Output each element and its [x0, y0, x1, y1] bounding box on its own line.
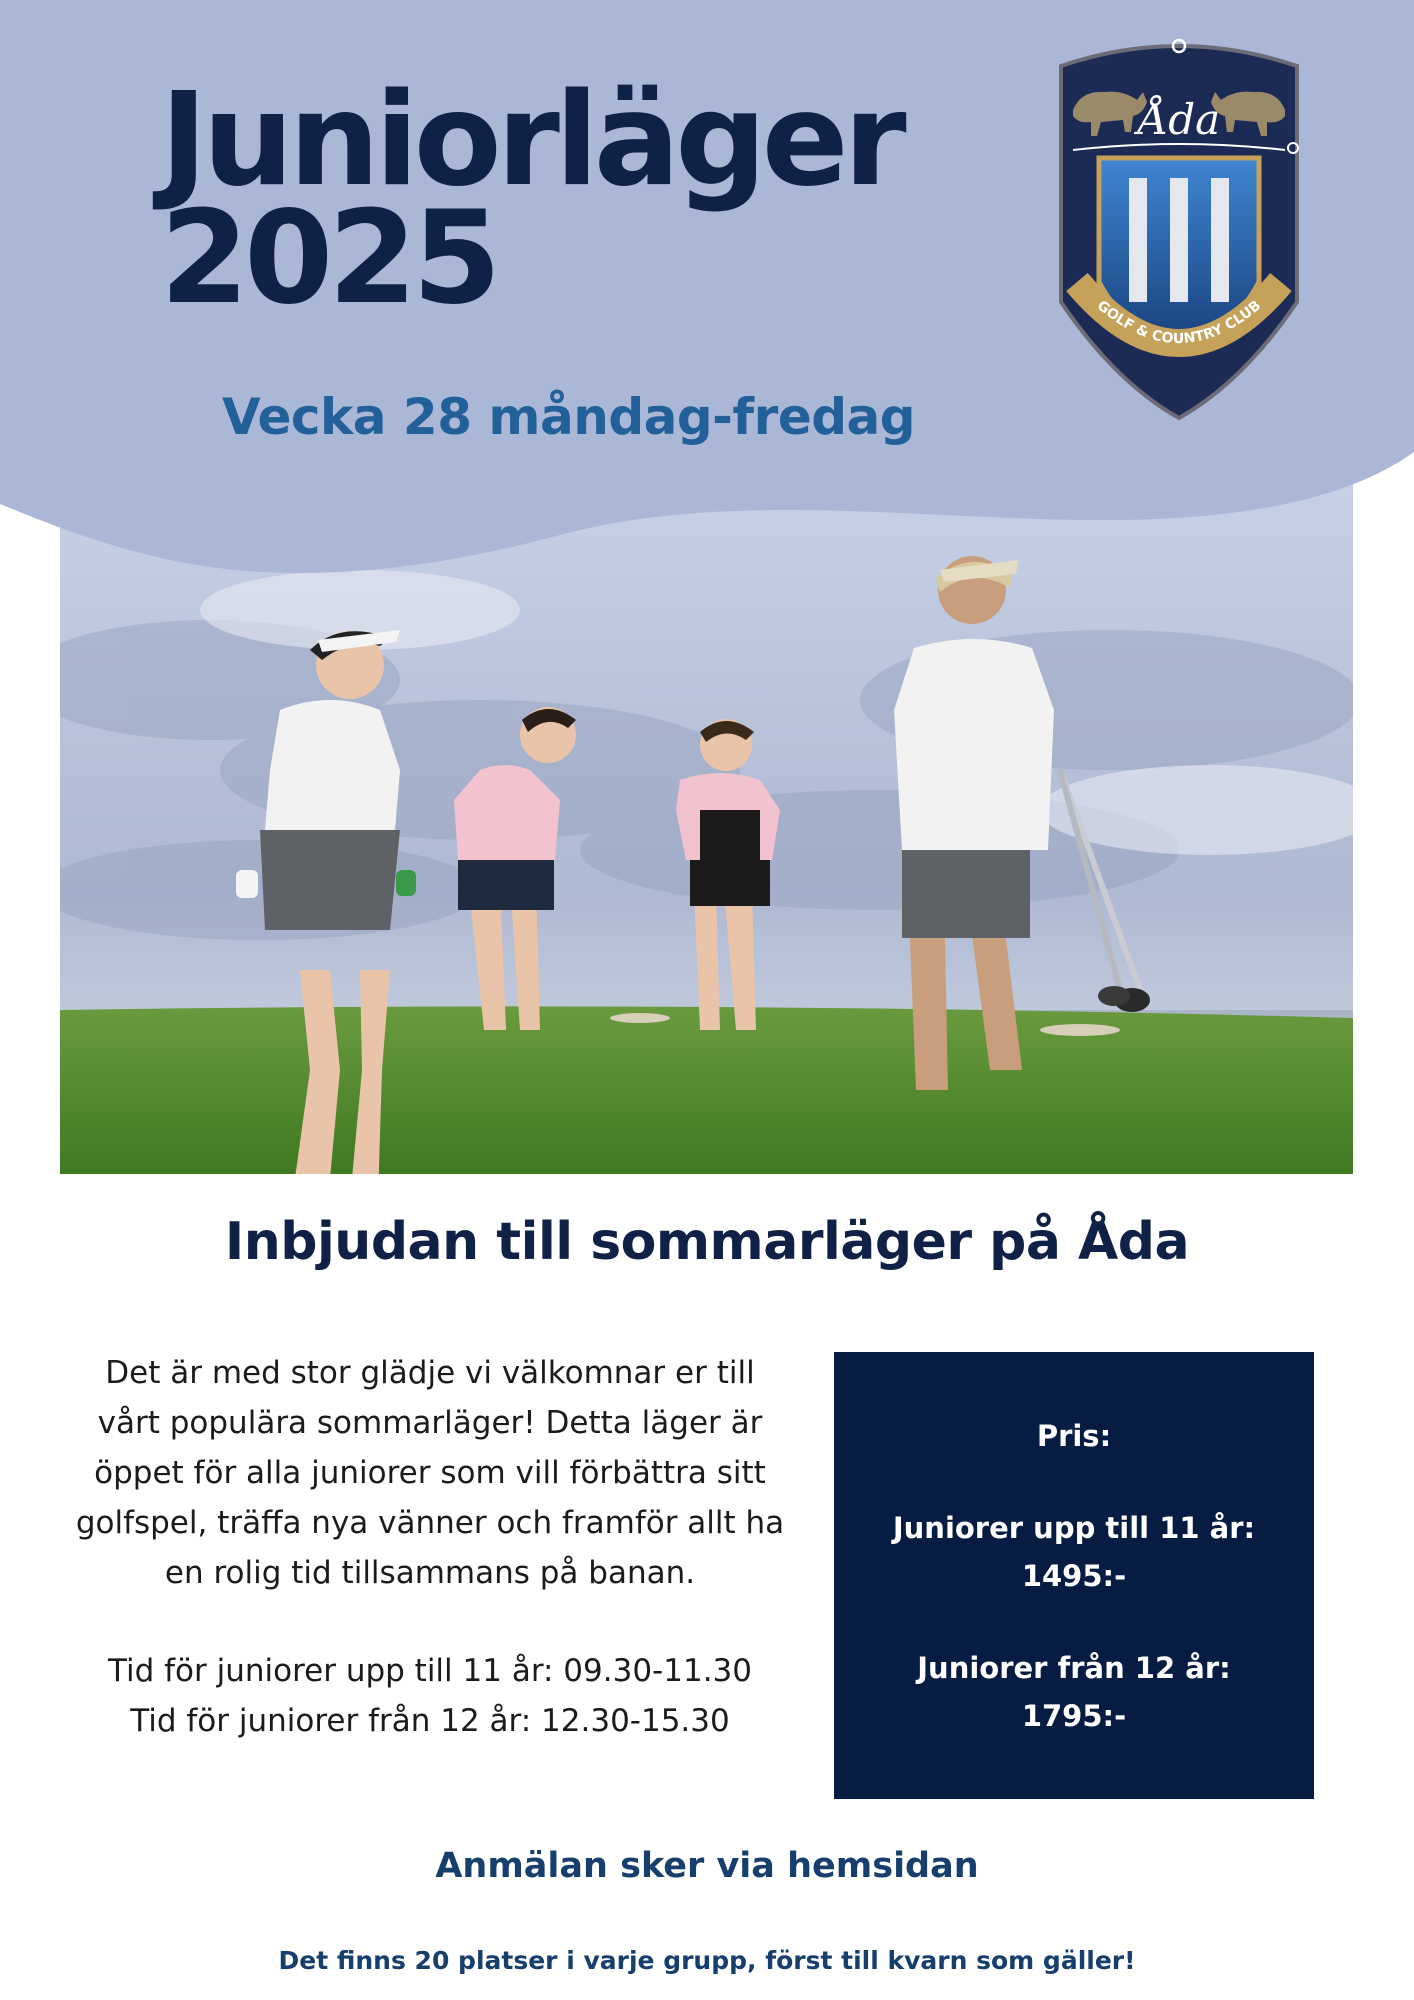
price-box — [834, 1352, 1314, 1799]
price-tier1-label: Juniorer upp till 11 år: — [892, 1511, 1256, 1545]
club-logo — [1043, 32, 1315, 422]
intro-line: öppet för alla juniorer som vill förbättra sitt — [94, 1455, 766, 1491]
price-label: Pris: — [1036, 1419, 1112, 1453]
logo-ring-text: GOLF & COUNTRY CLUB — [1093, 297, 1265, 348]
intro-line: vårt populära sommarläger! Detta läger är — [97, 1405, 763, 1441]
intro-line: en rolig tid tillsammans på banan. — [164, 1555, 696, 1591]
time-junior-12-plus: Tid för juniorer från 12 år: 12.30-15.30 — [130, 1703, 730, 1739]
price-tier2-value: 1795:- — [1021, 1699, 1127, 1733]
session-times — [40, 1646, 820, 1746]
title-line-2: 2025 — [160, 184, 497, 333]
intro-line: golfspel, träffa nya vänner och framför allt ha — [75, 1505, 785, 1541]
time-junior-under-11: Tid för juniorer upp till 11 år: 09.30-11.30 — [107, 1653, 752, 1689]
logo-script-text: Åda — [1137, 95, 1221, 144]
seats-notice: Det finns 20 platser i varje grupp, först till kvarn som gäller! — [278, 1946, 1136, 1975]
week-subtitle: Vecka 28 måndag-fredag — [222, 388, 916, 446]
price-tier1-value: 1495:- — [1021, 1559, 1127, 1593]
title-line-1: Juniorläger — [160, 66, 902, 215]
intro-line: Det är med stor glädje vi välkomnar er till — [105, 1355, 755, 1391]
invitation-heading: Inbjudan till sommarläger på Åda — [224, 1212, 1190, 1272]
page-title — [160, 66, 902, 333]
price-tier2-label: Juniorer från 12 år: — [917, 1651, 1231, 1685]
intro-paragraph — [40, 1348, 820, 1598]
signup-notice: Anmälan sker via hemsidan — [435, 1846, 979, 1886]
